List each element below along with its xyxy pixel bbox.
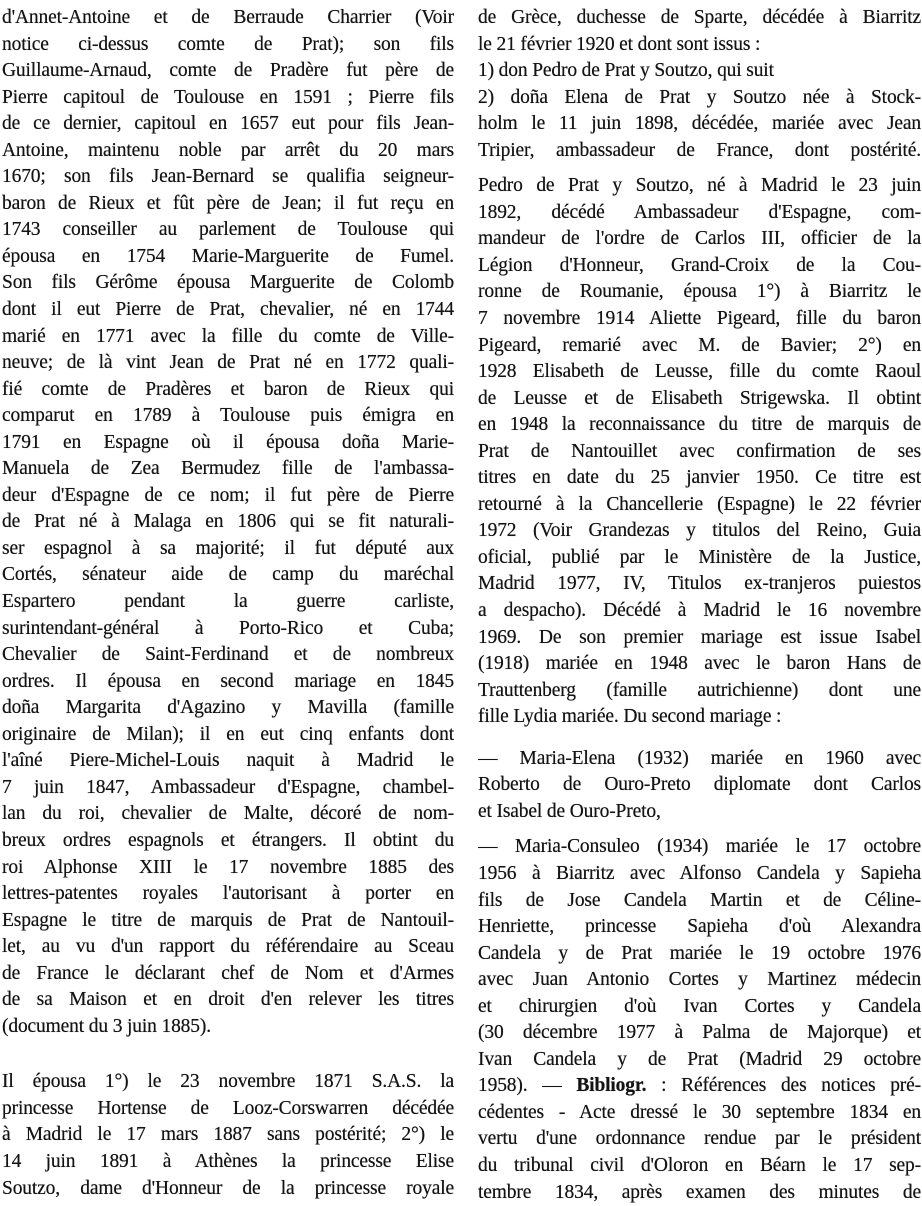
text-line: du tribunal civil d'Oloron en Béarn le 17 sep- (478, 1154, 921, 1176)
text-line: (30 décembre 1977 à Palma de Majorque) et (478, 1022, 921, 1044)
text-line: Tripier, ambassadeur de France, dont postérité. (478, 139, 921, 161)
text-line: ordres. Il épousa en second mariage en 1845 (2, 670, 454, 692)
text-line: let, au vu d'un rapport du référendaire au Sceau (2, 936, 454, 958)
text-line: vertu d'une ordonnance rendue par le président (478, 1128, 921, 1150)
text-line: 2) doña Elena de Prat y Soutzo née à Stock- (478, 86, 921, 108)
text-line: comparut en 1789 à Toulouse puis émigra en (2, 405, 454, 427)
text-line: 1928 Elisabeth de Leusse, fille du comte Raoul (478, 361, 921, 383)
text-line: Pierre capitoul de Toulouse en 1591 ; Pierre fils (2, 86, 454, 108)
text-line: — Maria-Consuleo (1934) mariée le 17 octobre (478, 836, 921, 858)
text-line: épousa en 1754 Marie-Marguerite de Fumel. (2, 245, 454, 267)
text-line: neuve; de là vint Jean de Prat né en 1772 quali- (2, 352, 454, 374)
text-line: doña Margarita d'Agazino y Mavilla (famille (2, 697, 454, 719)
text-line: Guillaume-Arnaud, comte de Pradère fut père de (2, 60, 454, 82)
text-line: Prat de Nantouillet avec confirmation de ses (478, 440, 921, 462)
text-line: 1892, décédé Ambassadeur d'Espagne, com- (478, 201, 921, 223)
text-line: de France le déclarant chef de Nom et d'Armes (2, 962, 454, 984)
text-line: Henriette, princesse Sapieha d'où Alexandra (478, 916, 921, 938)
text-line: Antoine, maintenu noble par arrêt du 20 mars (2, 139, 454, 161)
paragraph (478, 746, 921, 826)
text-line: tembre 1834, après examen des minutes de (478, 1181, 921, 1203)
text-line: de sa Maison et en droit d'en relever les titres (2, 989, 454, 1011)
text-line: retourné à la Chancellerie (Espagne) le 22 février (478, 493, 921, 515)
text-line: fils de Jose Candela Martin et de Céline- (478, 889, 921, 911)
text-line: 1791 en Espagne où il épousa doña Marie- (2, 431, 454, 453)
text-line: avec Juan Antonio Cortes y Martinez médecin (478, 969, 921, 991)
text-line: 1) don Pedro de Prat y Soutzo, qui suit (478, 60, 774, 82)
text-line: de Leusse et de Elisabeth Strigewska. Il obtint (478, 387, 921, 409)
text-line: fille Lydia mariée. Du second mariage : (478, 706, 782, 728)
text-line: Candela y de Prat mariée le 19 octobre 1976 (478, 942, 921, 964)
text-line: marié en 1771 avec la fille du comte de Ville- (2, 325, 454, 347)
text-line: et chirurgien d'où Ivan Cortes y Candela (478, 995, 921, 1017)
text-line: Légion d'Honneur, Grand-Croix de la Cou- (478, 254, 921, 276)
text-line: Roberto de Ouro-Preto diplomate dont Carlos (478, 774, 921, 796)
right-column (478, 0, 921, 1206)
text-line: roi Alphonse XIII le 17 novembre 1885 des (2, 856, 454, 878)
text-line: 1972 (Voir Grandezas y titulos del Reino, Guia (478, 520, 921, 542)
text-line: Pigeard, remarié avec M. de Bavier; 2°) en (478, 334, 921, 356)
text-line: — Maria-Elena (1932) mariée en 1960 avec (478, 747, 921, 769)
paragraph (2, 5, 454, 1040)
text-line: cédentes - Acte dressé le 30 septembre 1834 en (478, 1101, 921, 1123)
paragraph (478, 173, 921, 730)
text-line: 1670; son fils Jean-Bernard se qualifia seigneur- (2, 166, 454, 188)
text-line: lan du roi, chevalier de Malte, décoré de nom- (2, 803, 454, 825)
text-line: dont il eut Pierre de Prat, chevalier, né en 1744 (2, 299, 454, 321)
text-line: Il épousa 1°) le 23 novembre 1871 S.A.S. la (2, 1071, 454, 1093)
text-line: Chevalier de Saint-Ferdinand et de nombreux (2, 644, 454, 666)
text-line: (document du 3 juin 1885). (2, 1015, 211, 1037)
text-line: a despacho). Décédé à Madrid le 16 novembre (478, 600, 921, 622)
text-line: d'Annet-Antoine et de Berraude Charrier (Voir (2, 7, 454, 28)
text-line: ronne de Roumanie, épousa 1°) à Biarritz le (478, 281, 921, 303)
text-line: de Prat né à Malaga en 1806 qui se fit naturali- (2, 511, 454, 533)
text-line: Manuela de Zea Bermudez fille de l'ambassa- (2, 458, 454, 480)
text-line: de Grèce, duchesse de Sparte, décédée à Biarritz (478, 7, 921, 28)
text-line: breux ordres espagnols et étrangers. Il obtint du (2, 829, 454, 851)
text-line: Pedro de Prat y Soutzo, né à Madrid le 23 juin (478, 175, 921, 197)
text-line: en 1948 la reconnaissance du titre de marquis de (478, 414, 921, 436)
text-line: de ce dernier, capitoul en 1657 eut pour fils Jean- (2, 113, 454, 135)
text-line: ser espagnol à sa majorité; il fut député aux (2, 537, 454, 559)
text-line: Soutzo, dame d'Honneur de la princesse royale (2, 1177, 454, 1199)
text-line: Espartero pendant la guerre carliste, (2, 591, 454, 613)
text-line: 1969. De son premier mariage est issue Isabel (478, 626, 921, 648)
paragraph (2, 1069, 454, 1202)
text-line: l'aîné Piere-Michel-Louis naquit à Madrid le (2, 750, 454, 772)
text-line: surintendant-général à Porto-Rico et Cuba; (2, 617, 454, 639)
text-line: princesse Hortense de Looz-Corswarren décédée (2, 1097, 454, 1119)
text-line: mandeur de l'ordre de Carlos III, officier de la (478, 228, 921, 250)
text-line: (1918) mariée en 1948 avec le baron Hans de (478, 653, 921, 675)
text-line: à Madrid le 17 mars 1887 sans postérité; 2°) le (2, 1124, 454, 1146)
text-line: originaire de Milan); il en eut cinq enfants dont (2, 723, 454, 745)
paragraph (478, 5, 921, 164)
text-line: titres en date du 25 janvier 1950. Ce titre est (478, 467, 921, 489)
text-line: et Isabel de Ouro-Preto, (478, 800, 661, 822)
text-line: 1958). — Bibliogr. : Références des notices pré- (478, 1075, 921, 1097)
text-line: 1743 conseiller au parlement de Toulouse qui (2, 219, 454, 241)
text-line: Ivan Candela y de Prat (Madrid 29 octobre (478, 1048, 921, 1070)
text-line: Son fils Gérôme épousa Marguerite de Colomb (2, 272, 454, 294)
left-column (2, 0, 454, 1202)
text-line: Madrid 1977, IV, Titulos ex-tranjeros puiestos (478, 573, 921, 595)
text-line: deur d'Espagne de ce nom; il fut père de Pierre (2, 484, 454, 506)
text-line: 14 juin 1891 à Athènes la princesse Elise (2, 1150, 454, 1172)
text-line: holm le 11 juin 1898, décédée, mariée avec Jean (478, 113, 921, 135)
text-line: lettres-patentes royales l'autorisant à porter en (2, 883, 454, 905)
text-line: 7 juin 1847, Ambassadeur d'Espagne, chambel- (2, 776, 454, 798)
bold-text: Bibliogr. (576, 1075, 647, 1097)
text-line: Cortés, sénateur aide de camp du maréchal (2, 564, 454, 586)
text-line: fié comte de Pradères et baron de Rieux qui (2, 378, 454, 400)
text-line: 1956 à Biarritz avec Alfonso Candela y Sapieha (478, 862, 921, 884)
text-line: notice ci-dessus comte de Prat); son fils (2, 33, 454, 55)
text-line: baron de Rieux et fût père de Jean; il fut reçu en (2, 192, 454, 214)
text-line: oficial, publié par le Ministère de la Justice, (478, 546, 921, 568)
text-line: Espagne le titre de marquis de Prat de Nantouil- (2, 909, 454, 931)
paragraph (478, 834, 921, 1206)
text-line: 7 novembre 1914 Aliette Pigeard, fille du baron (478, 308, 921, 330)
text-line: le 21 février 1920 et dont sont issus : (478, 33, 761, 55)
text-line: Trauttenberg (famille autrichienne) dont une (478, 679, 921, 701)
